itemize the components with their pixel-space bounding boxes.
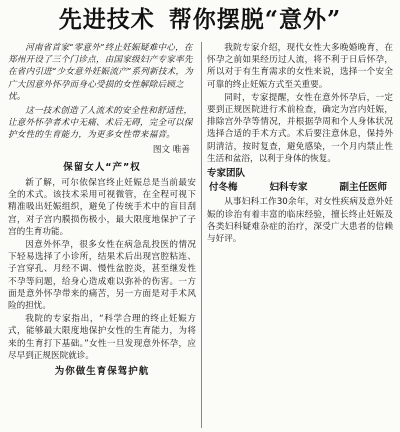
left-column <box>8 42 196 428</box>
right-column <box>207 42 393 428</box>
expert-bio: 从事妇科工作30余年，对女性疾病及意外妊娠的诊治有着丰富的临床经验，擅长终止妊娠及各类妇科疑难杂症的治疗，深受广大患者的信赖与好评。 <box>207 197 393 245</box>
body-paragraph: 新了解，可尔依保宫终止妊娠总是当前最安全的术式。该技术采用可视微管，在全程可视下精准吸出妊娠组织，避免了传统手术中的盲目刮宫，对子宫内膜损伤极小，最大限度地保护了子宫的生育功能。 <box>8 178 196 237</box>
body-paragraph: 我院专家介绍，现代女性大多晚婚晚育，在怀孕之前如果经历过人流，将不利于日后怀孕，所以对于有生育需求的女性来说，选择一个安全可靠的终止妊娠方式至关重要。 <box>207 43 393 90</box>
section-heading-left: 保留女人“产”权 <box>63 161 141 173</box>
expert-name: 付冬梅 <box>209 182 238 194</box>
body-paragraph: 同时，专家提醒，女性在意外怀孕后，一定要到正规医院进行术前检查，确定为宫内妊娠，排除宫外孕等情况，并根据孕周和个人身体状况选择合适的手术方式。术后要注意休息，保持外阴清洁，按时复查，避免感染，一个月内禁止性生活和盆浴，以利于身体的恢复。 <box>207 92 393 164</box>
body-paragraph: 我院的专家指出，“科学合理的终止妊娠方式，能够最大限度地保护女性的生育能力，为将来的生育打下基础。”女性一旦发现意外怀孕，应尽早到正规医院就诊。 <box>8 314 196 361</box>
body-paragraph: 因意外怀孕，很多女性在病急乱投医的情况下轻易选择了小诊所，结果术后出现宫腔粘连、子宫穿孔、月经不调、慢性盆腔炎，甚至继发性不孕等问题，给身心造成难以弥补的伤害。一方面是意外怀孕带来的痛苦，另一方面是对手术风险的担忧。 <box>8 240 196 312</box>
headline-part1: 先进技术 <box>58 6 155 33</box>
byline: 图文 唯善 <box>152 144 190 155</box>
expert-name-line <box>207 182 393 194</box>
expert-title: 妇科专家 <box>269 182 308 194</box>
expert-heading: 专家团队 <box>207 168 246 180</box>
expert-rank: 副主任医师 <box>339 182 387 194</box>
lead-paragraph-1: 河南省首家“零意外”终止妊娠疑难中心，在郑州开设了三个门诊点，由国家级妇产专家率先在省内引进“少女意外妊娠流产”系列新技术，为广大因意外怀孕而身心受损的女性解除后顾之忧。 <box>8 43 194 102</box>
headline-part2: 帮你摆脱“意外” <box>168 6 342 33</box>
article-headline <box>0 4 400 36</box>
section-heading-footer: 为你做生育保驾护航 <box>54 366 150 378</box>
lead-paragraph-2: 这一技术创造了人流术的安全性和舒适性，让意外怀孕者术中无痛、术后无碍，完全可以保护女性的生育能力，为更多女性带来福音。 <box>8 106 193 141</box>
column-divider <box>201 42 202 428</box>
